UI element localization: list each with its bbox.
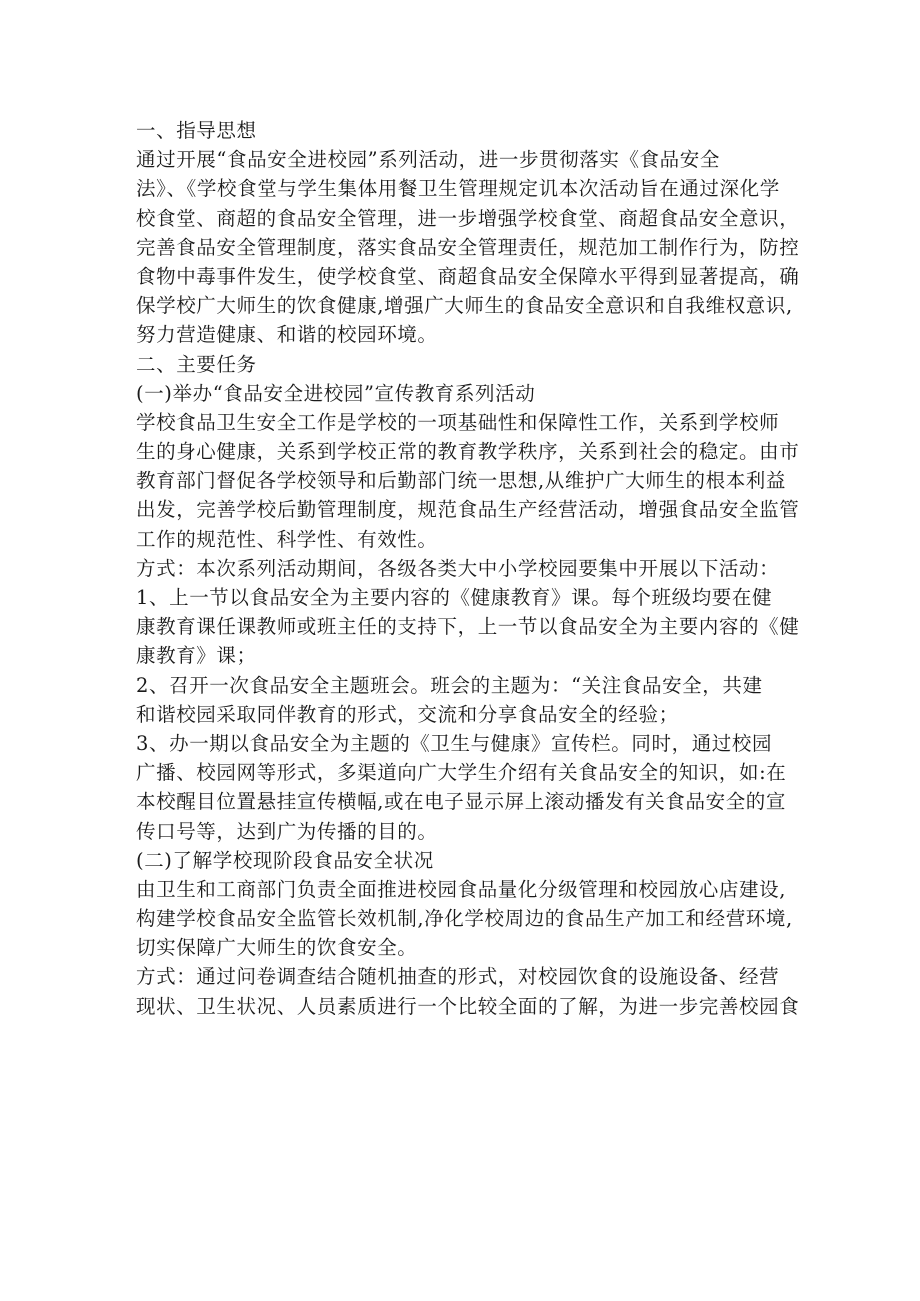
list-item-line: 传口号等，达到广为传播的目的。: [136, 819, 438, 843]
paragraph-line: 由卫生和工商部门负责全面推进校园食品量化分级管理和校园放心店建设,: [136, 877, 786, 901]
section-heading: 二、主要任务: [136, 352, 257, 376]
list-item-line: 3、办一期以食品安全为主题的《卫生与健康》宣传栏。同时，通过校园: [136, 731, 773, 755]
paragraph-line: 出发，完善学校后勤管理制度，规范食品生产经营活动，增强食品安全监管: [136, 498, 800, 522]
paragraph-line: 教育部门督促各学校领导和后勤部门统一思想,从维护广大师生的根本利益: [136, 469, 786, 493]
paragraph-line: 完善食品安全管理制度，落实食品安全管理责任，规范加工制作行为，防控: [136, 235, 800, 259]
paragraph-line: 通过开展“食品安全进校园”系列活动，进一步贯彻落实《食品安全: [136, 148, 720, 172]
list-item-line: 本校醒目位置悬挂宣传横幅,或在电子显示屏上滚动播发有关食品安全的宣: [136, 790, 786, 814]
paragraph-line: 切实保障广大师生的饮食安全。: [136, 936, 418, 960]
paragraph-line: 现状、卫生状况、人员素质进行一个比较全面的了解，为进一步完善校园食: [136, 994, 800, 1018]
subsection-heading: (一)举办“食品安全进校园”宣传教育系列活动: [136, 381, 536, 405]
paragraph-line: 法》、《学校食堂与学生集体用餐卫生管理规定讥本次活动旨在通过深化学: [136, 177, 780, 201]
section-heading: 一、指导思想: [136, 119, 257, 142]
paragraph-line: 保学校广大师生的饮食健康,增强广大师生的食品安全意识和自我维权意识,: [136, 294, 793, 318]
paragraph-line: 生的身心健康，关系到学校正常的教育教学秩序，关系到社会的稳定。由市: [136, 440, 800, 464]
list-item-line: 1、上一节以食品安全为主要内容的《健康教育》课。每个班级均要在健: [136, 586, 773, 609]
list-item-line: 康教育课任课教师或班主任的支持下，上一节以食品安全为主要内容的《健: [136, 615, 800, 639]
list-item-line: 和谐校园采取同伴教育的形式，交流和分享食品安全的经验；: [136, 702, 679, 726]
paragraph-line: 工作的规范性、科学性、有效性。: [136, 527, 438, 551]
subsection-heading: (二)了解学校现阶段食品安全状况: [136, 848, 434, 872]
paragraph-line: 努力营造健康、和谐的校园环境。: [136, 323, 438, 347]
document-body: [136, 116, 800, 1021]
list-item-line: 广播、校园网等形式，多渠道向广大学生介绍有关食品安全的知识，如:在: [136, 761, 787, 785]
paragraph-line: 食物中毒事件发生，使学校食堂、商超食品安全保障水平得到显著提高，确: [136, 264, 800, 288]
list-item-line: 康教育》课；: [136, 644, 257, 668]
paragraph-line: 方式：本次系列活动期间，各级各类大中小学校园要集中开展以下活动：: [136, 556, 780, 580]
paragraph-line: 方式：通过问卷调查结合随机抽查的形式，对校园饮食的设施设备、经营: [136, 965, 780, 989]
paragraph-line: 构建学校食品安全监管长效机制,净化学校周边的食品生产加工和经营环境,: [136, 907, 793, 931]
paragraph-line: 校食堂、商超的食品安全管理，进一步增强学校食堂、商超食品安全意识，: [136, 206, 800, 230]
list-item-line: 2、召开一次食品安全主题班会。班会的主题为：“关注食品安全，共建: [136, 673, 763, 697]
paragraph-line: 学校食品卫生安全工作是学校的一项基础性和保障性工作，关系到学校师: [136, 410, 780, 434]
